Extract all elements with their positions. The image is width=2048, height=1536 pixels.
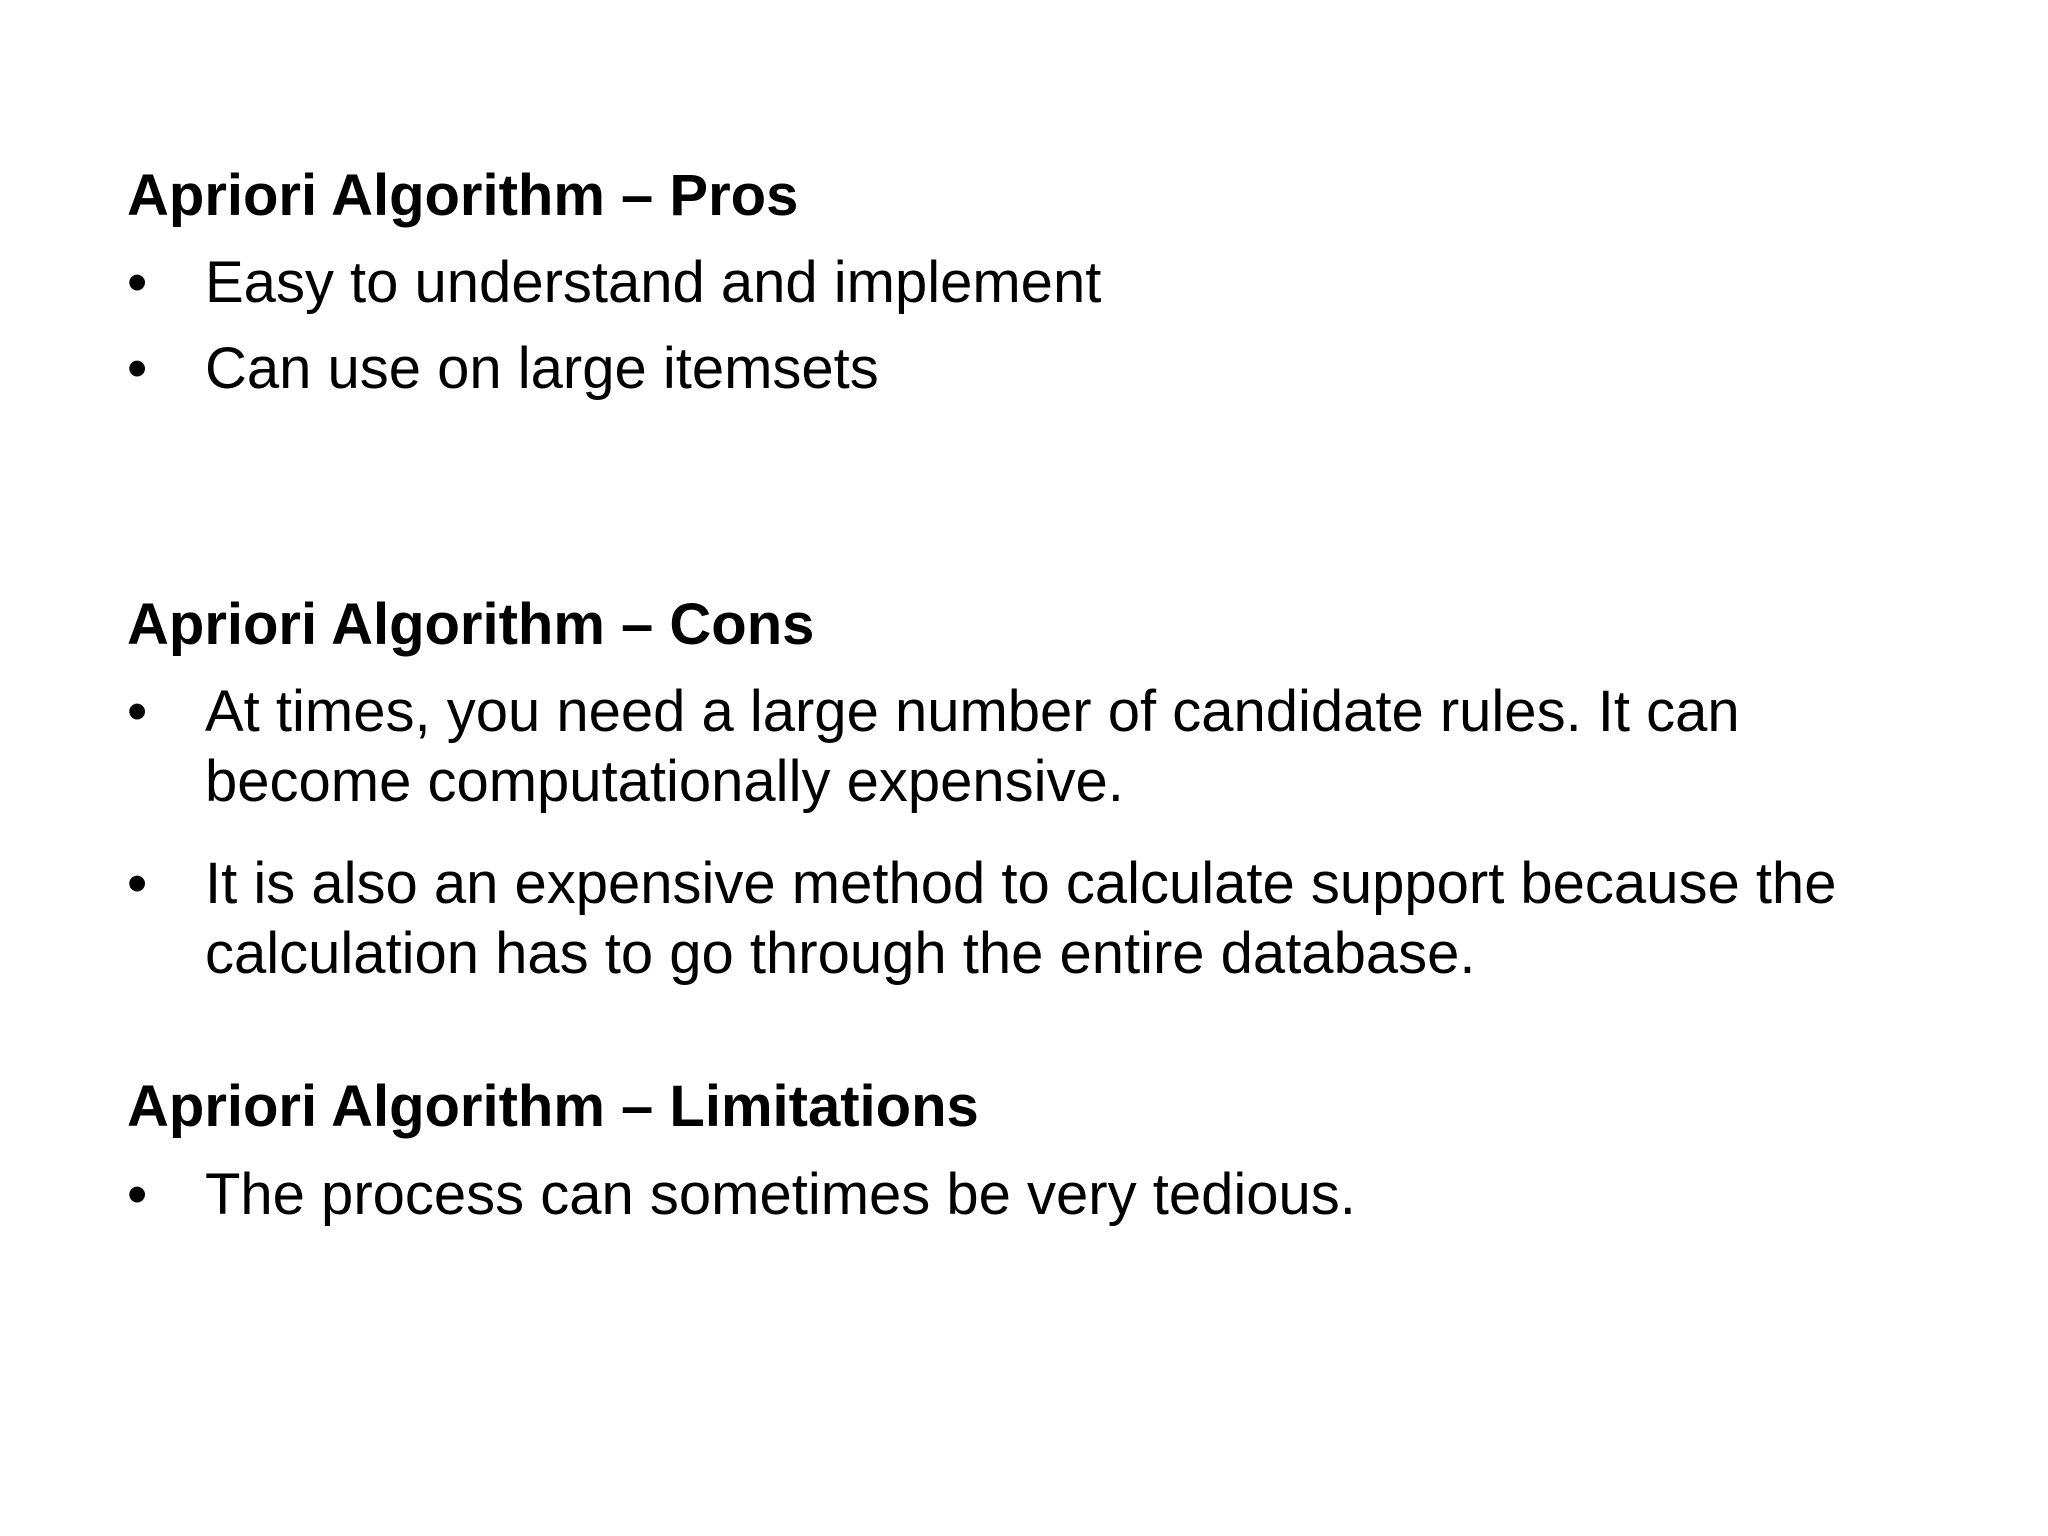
bullet-icon: • [127,336,148,401]
list-item-text: At times, you need a large number of candidate rules. It can become computationally expensive. [205,679,1740,814]
list-item-text: Can use on large itemsets [205,336,879,401]
pros-heading: Apriori Algorithm – Pros [127,163,799,228]
bullet-icon: • [127,851,148,916]
cons-heading: Apriori Algorithm – Cons [127,592,815,657]
bullet-icon: • [127,250,148,315]
list-item [127,334,1957,404]
list-item-text: The process can sometimes be very tedious. [205,1162,1356,1227]
cons-list [127,677,1957,1021]
list-item-text: It is also an expensive method to calculate support because the calculation has to go through the entire database. [205,851,1837,986]
list-item [127,677,1957,817]
pros-list [127,248,1957,420]
bullet-icon: • [127,679,148,744]
list-item [127,248,1957,318]
list-item [127,849,1957,989]
list-item [127,1160,1957,1230]
bullet-icon: • [127,1162,148,1227]
list-item-text: Easy to understand and implement [205,250,1102,315]
limitations-list [127,1160,1957,1230]
limitations-heading: Apriori Algorithm – Limitations [127,1074,979,1139]
